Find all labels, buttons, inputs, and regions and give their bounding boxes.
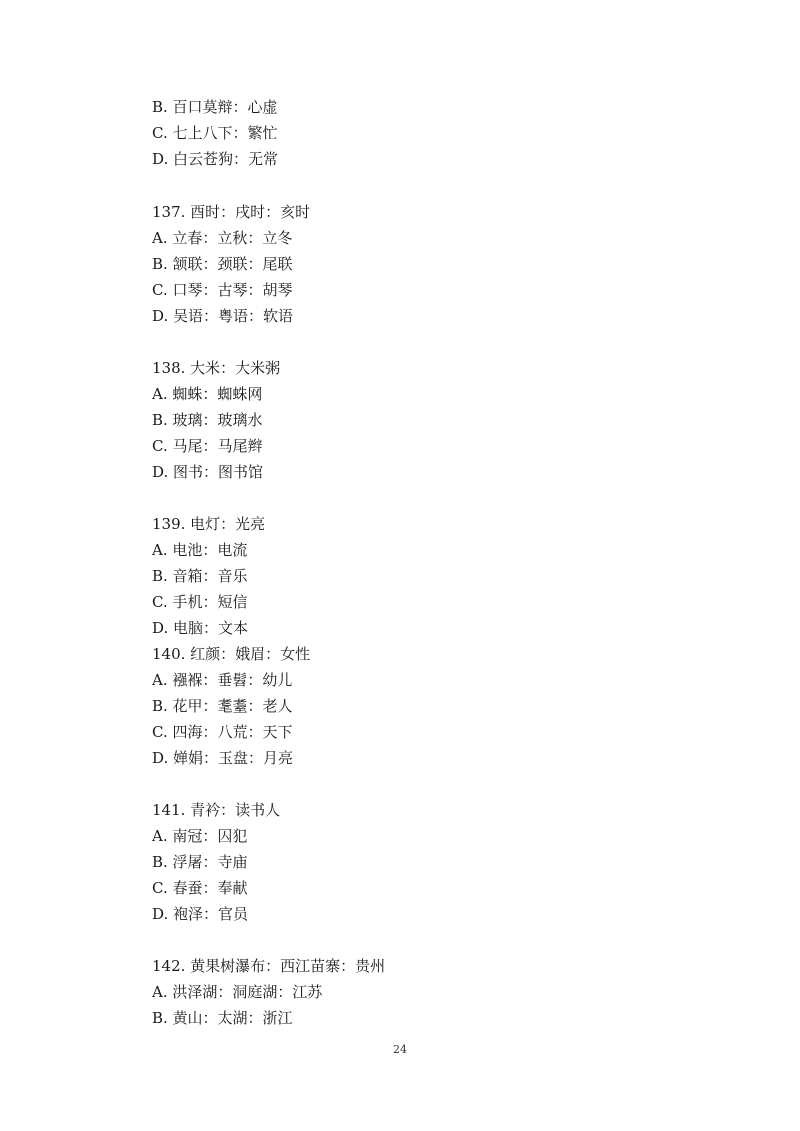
option-line: A. 蜘蛛：蜘蛛网 — [152, 385, 263, 403]
option-line: A. 电池：电流 — [152, 541, 248, 559]
option-line: B. 音箱：音乐 — [152, 567, 248, 585]
option-line: C. 七上八下：繁忙 — [152, 124, 278, 142]
question-stem: 142. 黄果树瀑布：西江苗寨：贵州 — [152, 957, 386, 975]
option-line: B. 玻璃：玻璃水 — [152, 411, 263, 429]
option-line: C. 春蚕：奉献 — [152, 879, 248, 897]
option-line: B. 颔联：颈联：尾联 — [152, 255, 293, 273]
option-line: C. 四海：八荒：天下 — [152, 723, 293, 741]
option-line: B. 百口莫辩：心虚 — [152, 98, 278, 116]
option-line: C. 口琴：古琴：胡琴 — [152, 281, 293, 299]
question-stem: 138. 大米：大米粥 — [152, 359, 281, 377]
question-stem: 137. 酉时：戌时：亥时 — [152, 203, 311, 221]
option-line: A. 襁褓：垂髫：幼儿 — [152, 671, 293, 689]
option-line: D. 白云苍狗：无常 — [152, 150, 279, 168]
option-line: D. 电脑：文本 — [152, 619, 249, 637]
option-line: C. 手机：短信 — [152, 593, 248, 611]
option-line: A. 洪泽湖：洞庭湖：江苏 — [152, 983, 323, 1001]
question-stem: 140. 红颜：娥眉：女性 — [152, 645, 311, 663]
option-line: C. 马尾：马尾辫 — [152, 437, 263, 455]
option-line: D. 婵娟：玉盘：月亮 — [152, 749, 294, 767]
option-line: B. 浮屠：寺庙 — [152, 853, 248, 871]
option-line: D. 图书：图书馆 — [152, 463, 264, 481]
option-line: B. 花甲：耄耋：老人 — [152, 697, 293, 715]
option-line: A. 立春：立秋：立冬 — [152, 229, 293, 247]
page-number: 24 — [393, 1043, 407, 1056]
option-line: D. 吴语：粤语：软语 — [152, 307, 294, 325]
question-stem: 139. 电灯：光亮 — [152, 515, 266, 533]
option-line: D. 袍泽：官员 — [152, 905, 249, 923]
option-line: A. 南冠：囚犯 — [152, 827, 248, 845]
option-line: B. 黄山：太湖：浙江 — [152, 1009, 293, 1027]
question-stem: 141. 青衿：读书人 — [152, 801, 281, 819]
